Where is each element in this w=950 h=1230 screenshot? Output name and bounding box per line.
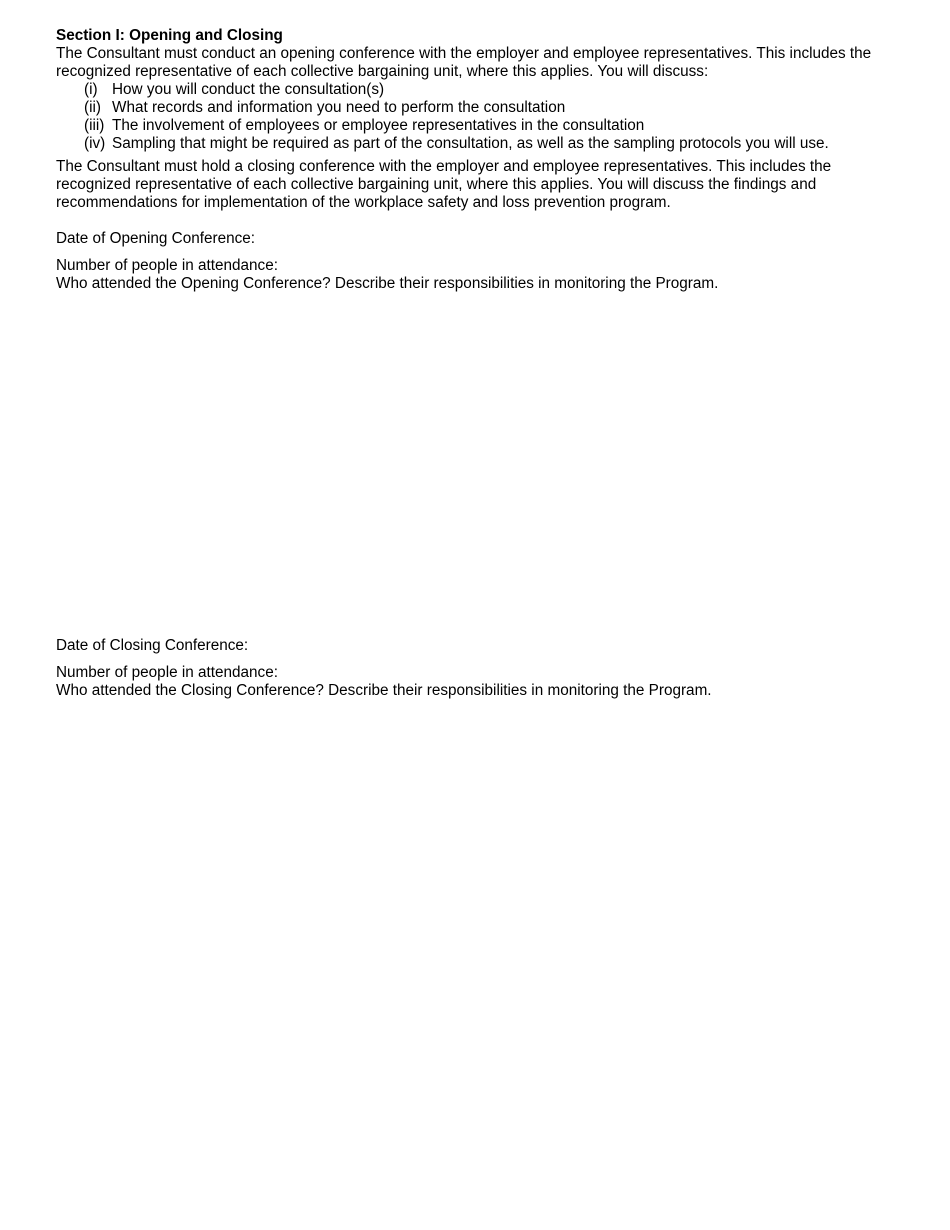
discussion-topics-list <box>56 81 906 153</box>
list-item-text: The involvement of employees or employee representatives in the consultation <box>112 117 645 134</box>
list-item-text: How you will conduct the consultation(s) <box>112 81 385 98</box>
closing-conference-section <box>56 637 906 1170</box>
closing-date-label: Date of Closing Conference: <box>56 637 249 654</box>
list-item-text: What records and information you need to perform the consultation <box>112 99 566 116</box>
closing-answer-area[interactable] <box>56 700 906 1170</box>
list-item-text: Sampling that might be required as part of the consultation, as well as the sampling protocols you will use. <box>112 135 829 152</box>
list-item-marker: (i) <box>84 81 98 98</box>
opening-attendees-question: Who attended the Opening Conference? Describe their responsibilities in monitoring the Program. <box>56 275 719 292</box>
opening-requirements-paragraph: The Consultant must conduct an opening conference with the employer and employee representatives. This includes the recognized representative of each collective bargaining unit, where this applies. You will discuss: <box>56 45 872 80</box>
list-item <box>84 81 906 99</box>
list-item-marker: (iv) <box>84 135 106 152</box>
list-item <box>84 117 906 135</box>
opening-date-label: Date of Opening Conference: <box>56 230 255 247</box>
opening-conference-section <box>56 230 906 637</box>
closing-attendance-label: Number of people in attendance: <box>56 664 278 681</box>
opening-answer-area[interactable] <box>56 293 906 637</box>
opening-attendance-label: Number of people in attendance: <box>56 257 278 274</box>
list-item-marker: (iii) <box>84 117 105 134</box>
closing-requirements-paragraph: The Consultant must hold a closing conference with the employer and employee representatives. This includes the recognized representative of each collective bargaining unit, where this applies. You will discuss the findings and recommendations for implementation of the workplace safety and loss prevention program. <box>56 158 832 211</box>
section-title: Section I: Opening and Closing <box>56 27 283 44</box>
document-page <box>56 27 906 1170</box>
list-item <box>84 99 906 117</box>
list-item-marker: (ii) <box>84 99 101 116</box>
closing-attendees-question: Who attended the Closing Conference? Describe their responsibilities in monitoring the Program. <box>56 682 712 699</box>
list-item <box>84 135 906 153</box>
